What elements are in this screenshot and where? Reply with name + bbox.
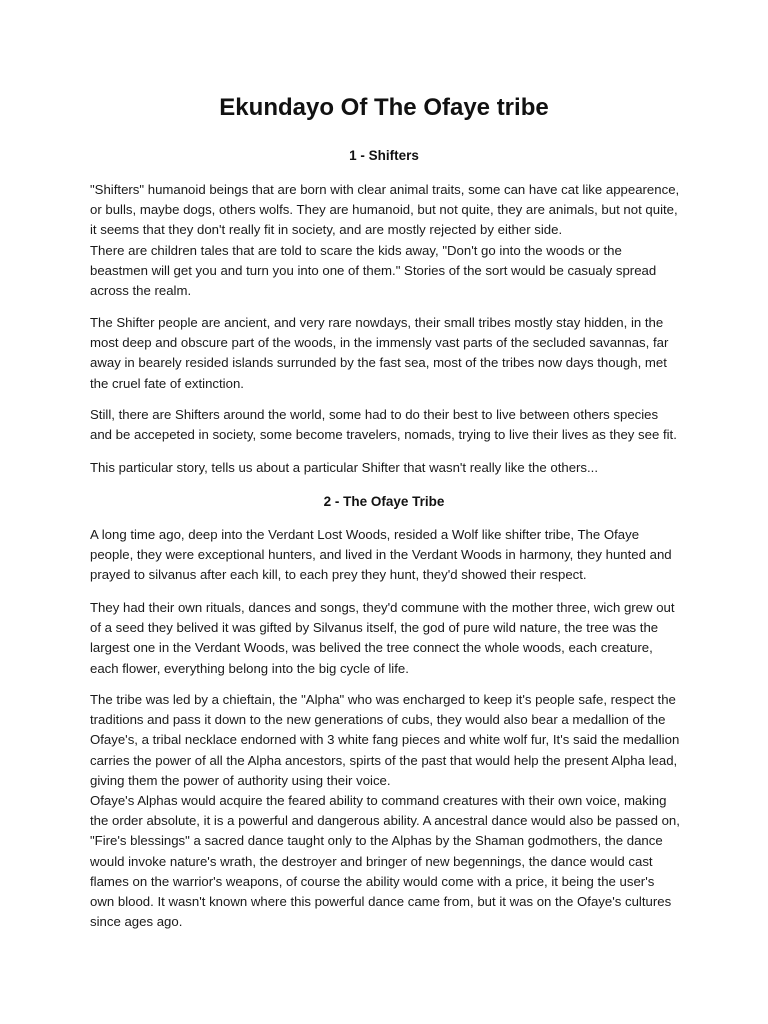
paragraph-ofaye-intro: A long time ago, deep into the Verdant Lost Woods, resided a Wolf like shifter tribe, The Ofaye people, they were exceptional hunters, and lived in the Verdant Woods in harmony, they hunted and prayed to silvanus after each kill, to each prey they hunt, they'd showed their respect.: [90, 527, 672, 583]
section-heading-shifters: 1 - Shifters: [349, 148, 419, 163]
paragraph-shifters-still: Still, there are Shifters around the world, some had to do their best to live between others species and be accepeted in society, some become travelers, nomads, trying to live their lives as they see fit.: [90, 407, 677, 443]
paragraph-shifters-ancient: The Shifter people are ancient, and very rare nowdays, their small tribes mostly stay hidden, in the most deep and obscure part of the woods, in the immensly vast parts of the secluded savannas, far away in bearely resided islands surrunded by the fast sea, most of the tribes now days though, met the cruel fate of extinction.: [90, 315, 669, 391]
paragraph-ofaye-rituals: They had their own rituals, dances and songs, they'd commune with the mother three, wich grew out of a seed they belived it was gifted by Silvanus itself, the god of pure wild nature, the tree was the largest one in the Verdant Woods, was belived the tree connect the whole woods, each creature, each flower, everything belong into the big cycle of life.: [90, 600, 675, 676]
paragraph-shifters-intro: "Shifters" humanoid beings that are born with clear animal traits, some can have cat like appearence, or bulls, maybe dogs, others wolfs. They are humanoid, but not quite, they are animals, but not quite, it seems that they don't really fit in society, and are mostly rejected by either side. There are children tales that are told to scare the kids away, "Don't go into the woods or the beastmen will get you and turn you into one of them." Stories of the sort would be casualy spread across the realm.: [90, 182, 680, 299]
paragraph-ofaye-alpha: The tribe was led by a chieftain, the "Alpha" who was encharged to keep it's people safe, respect the traditions and pass it down to the new generations of cubs, they would also bear a medallion of the Ofaye's, a tribal necklace endorned with 3 white fang pieces and white wolf fur, It's said the medallion carries the power of all the Alpha ancestors, spirts of the past that would help the present Alpha lead, giving them the power of authority using their voice. Ofaye's Alphas would acquire the feared ability to command creatures with their own voice, making the order absolute, it is a powerful and dangerous ability. A ancestral dance would also be passed on, "Fire's blessings" a sacred dance taught only to the Alphas by the Shaman godmothers, the dance would invoke nature's wrath, the destroyer and bringer of new begennings, the dance would cast flames on the warrior's weapons, of course the ability would come with a price, it being the user's own blood. It wasn't known where this powerful dance came from, but it was on the Ofaye's cultures since ages ago.: [90, 692, 680, 930]
section-heading-ofaye-tribe: 2 - The Ofaye Tribe: [323, 494, 445, 509]
paragraph-shifters-story: This particular story, tells us about a particular Shifter that wasn't really like the others...: [90, 460, 599, 475]
document-title: Ekundayo Of The Ofaye tribe: [219, 94, 549, 121]
